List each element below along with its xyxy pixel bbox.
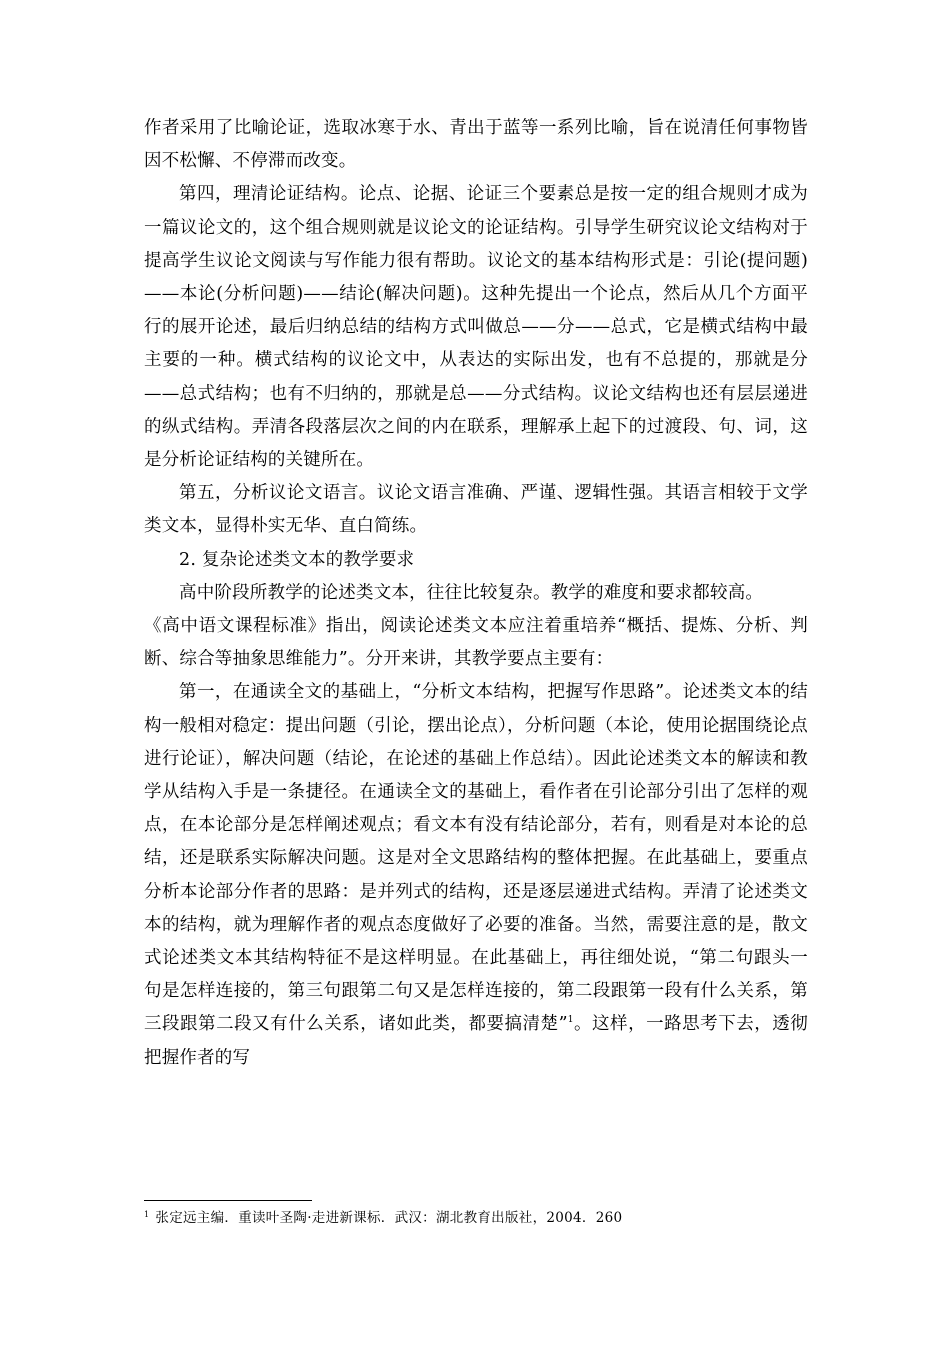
body-text xyxy=(144,112,808,1075)
paragraph-4: 高中阶段所教学的论述类文本，往往比较复杂。教学的难度和要求都较高。 xyxy=(179,582,764,603)
footnote-number: 1 xyxy=(144,1209,150,1219)
footnote xyxy=(144,1208,808,1228)
paragraph-2: 第四，理清论证结构。论点、论据、论证三个要素总是按一定的组合规则才成为一篇议论文的，这个组合规则就是议论文的论证结构。引导学生研究议论文结构对于提高学生议论文阅读与写作能力很有帮助。议论文的基本结构形式是：引论(提问题)——本论(分析问题)——结论(解决问题)。这种先提出一个论点，然后从几个方面平行的展开论述，最后归纳总结的结构方式叫做总——分——总式，它是横式结构中最主要的一种。横式结构的议论文中，从表达的实际出发，也有不总提的，那就是分——总式结构；也有不归纳的，那就是总——分式结构。议论文结构也还有层层递进的纵式结构。弄清各段落层次之间的内在联系，理解承上起下的过渡段、句、词，这是分析论证结构的关键所在。 xyxy=(144,184,808,471)
paragraph-6-tail: 。这样，一路思考下去，透彻把握作者的写 xyxy=(144,1014,808,1068)
paragraph-6-text: 第一，在通读全文的基础上，“分析文本结构，把握写作思路”。论述类文本的结构一般相对稳定：提出问题（引论，摆出论点），分析问题（本论，使用论据围绕论点进行论证），解决问题（结论，在论述的基础上作总结）。因此论述类文本的解读和教学从结构入手是一条捷径。在通读全文的基础上，看作者在引论部分引出了怎样的观点，在本论部分是怎样阐述观点；看文本有没有结论部分，若有，则看是对本论的总结，还是联系实际解决问题。这是对全文思路结构的整体把握。在此基础上，要重点分析本论部分作者的思路：是并列式的结构，还是逐层递进式结构。弄清了论述类文本的结构，就为理解作者的观点态度做好了必要的准备。当然，需要注意的是，散文式论述类文本其结构特征不是这样明显。在此基础上，再往细处说，“第二句跟头一句是怎样连接的，第三句跟第二句又是怎样连接的，第二段跟第一段有什么关系，第三段跟第二段又有什么关系，诸如此类，都要搞清楚” xyxy=(144,682,808,1035)
section-heading: 2. 复杂论述类文本的教学要求 xyxy=(179,549,415,570)
paragraph-6 xyxy=(144,676,808,1074)
paragraph-5: 《高中语文课程标准》指出，阅读论述类文本应注着重培养“概括、提炼、分析、判断、综合等抽象思维能力”。分开来讲，其教学要点主要有： xyxy=(144,616,808,670)
paragraph-1: 作者采用了比喻论证，选取冰寒于水、青出于蓝等一系列比喻，旨在说清任何事物皆因不松懈、不停滞而改变。 xyxy=(144,118,808,172)
footnote-divider xyxy=(144,1200,312,1201)
footnote-reference[interactable]: 1 xyxy=(567,1015,574,1026)
paragraph-3: 第五，分析议论文语言。议论文语言准确、严谨、逻辑性强。其语言相较于文学类文本，显得朴实无华、直白简练。 xyxy=(144,483,808,537)
footnote-text: 张定远主编．重读叶圣陶·走进新课标．武汉：湖北教育出版社，2004．260 xyxy=(155,1210,623,1226)
